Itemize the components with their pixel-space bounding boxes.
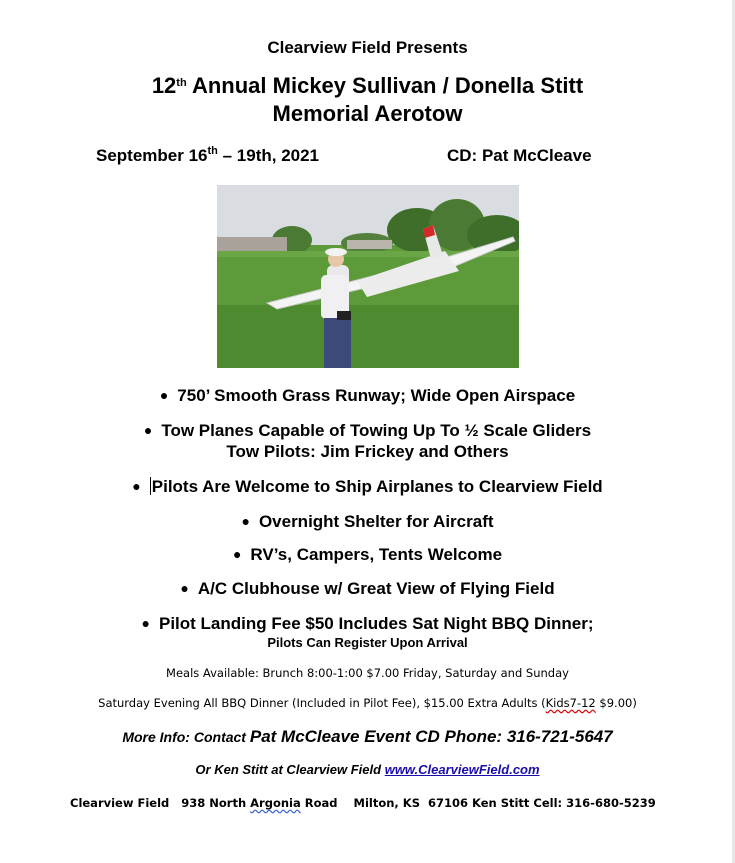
bullet-icon: ● <box>141 615 150 631</box>
ken-stitt-contact: Or Ken Stitt at Clearview Field www.ClearviewField.com <box>195 762 540 777</box>
kids-price-label: Kids7-12 <box>545 696 596 710</box>
address-line: Clearview Field 938 North Argonia Road Milton, KS 67106 Ken Stitt Cell: 316-680-5239 <box>70 796 656 810</box>
title-rest: Annual Mickey Sullivan / Donella Stitt <box>186 73 584 98</box>
feature-rv: ● RV’s, Campers, Tents Welcome <box>232 545 503 564</box>
bullet-icon: ● <box>241 513 250 529</box>
title-ordinal: th <box>176 77 187 89</box>
event-date <box>96 146 319 166</box>
feature-tow-pilots: Tow Pilots: Jim Frickey and Others <box>226 442 509 461</box>
bullet-icon: ● <box>143 422 153 438</box>
page-title <box>0 73 735 99</box>
feature-clubhouse: ● A/C Clubhouse w/ Great View of Flying Field <box>180 579 555 598</box>
feature-shelter: ● Overnight Shelter for Aircraft <box>241 512 494 531</box>
feature-ship-airplanes: ● Pilots Are Welcome to Ship Airplanes to Clearview Field <box>132 477 603 496</box>
presents-heading: Clearview Field Presents <box>267 38 468 57</box>
feature-tow-planes: ● Tow Planes Capable of Towing Up To ½ Scale Gliders <box>143 421 592 440</box>
glider-photo <box>217 185 519 368</box>
feature-landing-fee: ● Pilot Landing Fee $50 Includes Sat Night BBQ Dinner; <box>141 614 594 633</box>
page-title-line2: Memorial Aerotow <box>272 101 463 126</box>
argonia-word: Argonia <box>250 796 301 810</box>
bullet-icon: ● <box>159 387 169 403</box>
feature-register: Pilots Can Register Upon Arrival <box>267 635 468 650</box>
text-cursor <box>150 477 151 495</box>
date-ordinal: th <box>207 145 218 157</box>
more-info: More Info: Contact Pat McCleave Event CD Phone: 316-721-5647 <box>122 727 613 746</box>
feature-runway: ● 750’ Smooth Grass Runway; Wide Open Airspace <box>159 386 576 405</box>
date-end: – 19th, 2021 <box>217 146 320 165</box>
contact-phone: Pat McCleave Event CD Phone: 316-721-5647 <box>249 727 613 746</box>
title-number: 12 <box>151 73 177 98</box>
bullet-icon: ● <box>132 478 141 494</box>
bullet-icon: ● <box>180 580 189 596</box>
website-link[interactable]: www.ClearviewField.com <box>384 762 540 777</box>
meals-dinner: Saturday Evening All BBQ Dinner (Included in Pilot Fee), $15.00 Extra Adults (Kids7-12 $9.00) <box>98 696 637 710</box>
bullet-icon: ● <box>232 546 242 562</box>
date-start: September 16 <box>96 146 208 165</box>
meals-brunch: Meals Available: Brunch 8:00-1:00 $7.00 Friday, Saturday and Sunday <box>166 666 569 680</box>
contest-director: CD: Pat McCleave <box>447 146 592 165</box>
